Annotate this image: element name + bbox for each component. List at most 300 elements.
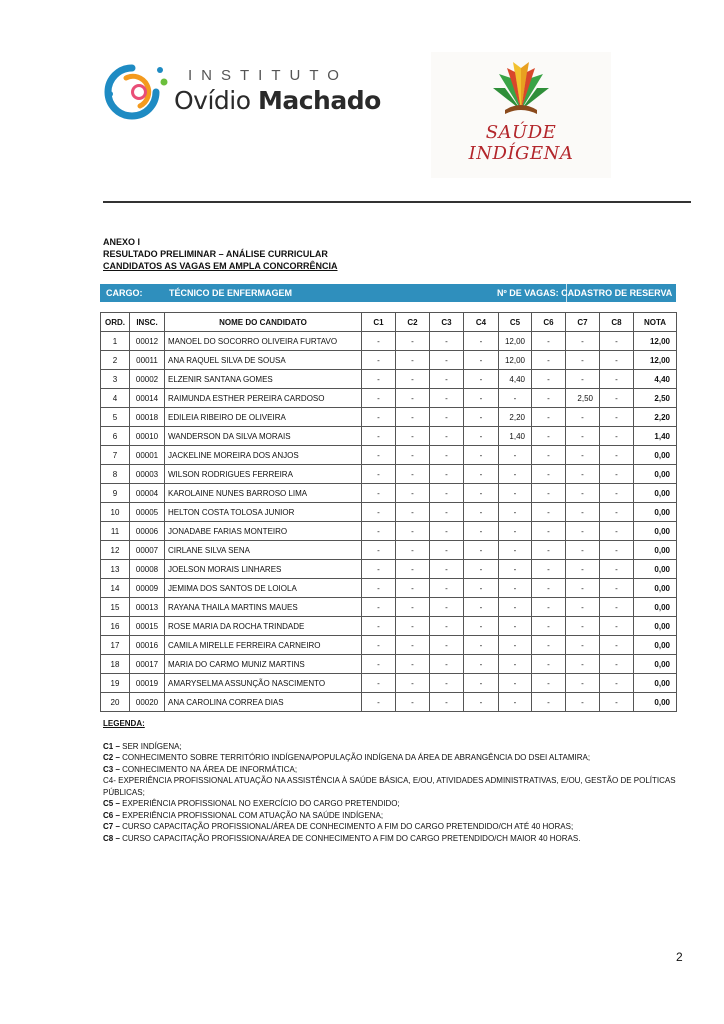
table-cell: - [566, 484, 600, 503]
table-cell: 4,40 [499, 370, 532, 389]
table-cell: - [430, 408, 464, 427]
table-cell: 20 [101, 693, 130, 712]
table-cell: - [532, 541, 566, 560]
table-cell: 00008 [130, 560, 165, 579]
table-cell: - [532, 408, 566, 427]
table-cell: - [362, 541, 396, 560]
candidate-name-cell: ROSE MARIA DA ROCHA TRINDADE [165, 617, 362, 636]
table-cell: 00013 [130, 598, 165, 617]
table-cell: - [464, 636, 499, 655]
table-row [101, 693, 677, 712]
table-cell: - [499, 522, 532, 541]
table-row [101, 484, 677, 503]
table-row [101, 617, 677, 636]
table-cell: 10 [101, 503, 130, 522]
candidate-name-cell: WILSON RODRIGUES FERREIRA [165, 465, 362, 484]
table-cell: - [600, 522, 634, 541]
table-cell: - [464, 446, 499, 465]
table-cell: 19 [101, 674, 130, 693]
table-cell: - [430, 351, 464, 370]
table-cell: - [362, 408, 396, 427]
legend-item [103, 764, 693, 776]
column-header: ORD. [101, 313, 130, 332]
legend-text: CONHECIMENTO NA ÁREA DE INFORMÁTICA; [119, 764, 298, 774]
table-cell: - [430, 503, 464, 522]
candidate-name-cell: CIRLANE SILVA SENA [165, 541, 362, 560]
table-cell: - [396, 351, 430, 370]
table-cell: - [430, 598, 464, 617]
instituto-ovidio-machado-logo [104, 60, 381, 124]
table-cell: - [396, 617, 430, 636]
candidate-name-cell: RAYANA THAILA MARTINS MAUES [165, 598, 362, 617]
score-cell: 0,00 [634, 446, 677, 465]
table-row [101, 636, 677, 655]
table-cell: 12 [101, 541, 130, 560]
table-row [101, 655, 677, 674]
table-cell: - [566, 408, 600, 427]
table-cell: - [464, 351, 499, 370]
table-cell: - [600, 389, 634, 408]
legend-items [103, 741, 693, 845]
table-cell: - [532, 522, 566, 541]
table-cell: - [396, 465, 430, 484]
table-cell: - [430, 617, 464, 636]
document-titles [103, 236, 338, 272]
table-cell: 16 [101, 617, 130, 636]
table-cell: - [396, 484, 430, 503]
table-cell: - [430, 674, 464, 693]
candidates-title: CANDIDATOS AS VAGAS EM AMPLA CONCORRÊNCIA [103, 261, 338, 271]
score-cell: 0,00 [634, 636, 677, 655]
legend-code: C1 – [103, 741, 120, 751]
logo-word-machado: Machado [257, 86, 381, 115]
table-cell: - [362, 351, 396, 370]
table-cell: - [566, 617, 600, 636]
legend [103, 718, 693, 844]
table-cell: - [362, 465, 396, 484]
table-cell: - [362, 370, 396, 389]
score-cell: 0,00 [634, 674, 677, 693]
column-header: C5 [499, 313, 532, 332]
table-cell: - [396, 522, 430, 541]
table-cell: 12,00 [499, 332, 532, 351]
table-cell: 13 [101, 560, 130, 579]
table-cell: - [396, 446, 430, 465]
table-cell: - [464, 674, 499, 693]
table-cell: - [600, 427, 634, 446]
candidate-name-cell: ANA CAROLINA CORREA DIAS [165, 693, 362, 712]
score-cell: 0,00 [634, 579, 677, 598]
table-cell: - [532, 465, 566, 484]
table-cell: - [499, 560, 532, 579]
table-cell: - [464, 465, 499, 484]
candidate-name-cell: JONADABE FARIAS MONTEIRO [165, 522, 362, 541]
table-cell: 00014 [130, 389, 165, 408]
logo-word-instituto: INSTITUTO [188, 67, 348, 84]
candidate-name-cell: MANOEL DO SOCORRO OLIVEIRA FURTAVO [165, 332, 362, 351]
table-cell: - [499, 484, 532, 503]
table-cell: - [499, 598, 532, 617]
candidate-name-cell: CAMILA MIRELLE FERREIRA CARNEIRO [165, 636, 362, 655]
table-cell: - [566, 332, 600, 351]
legend-item [103, 810, 693, 822]
table-cell: - [464, 579, 499, 598]
table-cell: - [532, 560, 566, 579]
table-cell: - [600, 484, 634, 503]
table-cell: 00011 [130, 351, 165, 370]
table-cell: - [464, 522, 499, 541]
score-cell: 0,00 [634, 503, 677, 522]
cargo-label: CARGO: [106, 288, 143, 298]
legend-item [103, 752, 693, 764]
table-cell: - [464, 332, 499, 351]
cargo-value: TÉCNICO DE ENFERMAGEM [169, 288, 293, 298]
table-row [101, 579, 677, 598]
table-cell: 00009 [130, 579, 165, 598]
institute-emblem-icon [104, 60, 174, 124]
table-cell: 9 [101, 484, 130, 503]
legend-text: C4- EXPERIÊNCIA PROFISSIONAL ATUAÇÃO NA ASSISTÊNCIA À SAÚDE BÁSICA, E/OU, ATIVIDADES ADMINISTRATIVAS, E/OU, GESTÃO DE POLÍTICAS PÚBLICAS; [103, 776, 676, 797]
table-cell: - [464, 389, 499, 408]
table-row [101, 332, 677, 351]
score-cell: 0,00 [634, 560, 677, 579]
table-cell: - [532, 598, 566, 617]
result-title: RESULTADO PRELIMINAR – ANÁLISE CURRICULAR [103, 249, 328, 259]
table-cell: - [532, 351, 566, 370]
column-header: C4 [464, 313, 499, 332]
table-cell: - [362, 389, 396, 408]
table-cell: - [396, 503, 430, 522]
column-header: C7 [566, 313, 600, 332]
table-cell: - [499, 541, 532, 560]
table-cell: 6 [101, 427, 130, 446]
candidate-name-cell: JACKELINE MOREIRA DOS ANJOS [165, 446, 362, 465]
table-row [101, 541, 677, 560]
table-cell: - [464, 503, 499, 522]
table-cell: 00012 [130, 332, 165, 351]
table-cell: - [396, 427, 430, 446]
table-cell: - [499, 503, 532, 522]
table-cell: - [396, 541, 430, 560]
table-row [101, 465, 677, 484]
page-number: 2 [676, 950, 683, 964]
table-cell: - [600, 598, 634, 617]
table-cell: 14 [101, 579, 130, 598]
legend-item [103, 741, 693, 753]
table-cell: - [566, 674, 600, 693]
candidate-name-cell: AMARYSELMA ASSUNÇÃO NASCIMENTO [165, 674, 362, 693]
legend-code: C3 – [103, 764, 120, 774]
table-cell: - [362, 636, 396, 655]
legend-item [103, 833, 693, 845]
table-cell: - [362, 579, 396, 598]
table-row [101, 598, 677, 617]
table-cell: - [464, 408, 499, 427]
table-cell: - [430, 579, 464, 598]
score-cell: 0,00 [634, 693, 677, 712]
table-cell: - [430, 655, 464, 674]
headdress-icon [483, 58, 559, 118]
table-cell: - [362, 484, 396, 503]
table-cell: - [396, 636, 430, 655]
score-cell: 2,50 [634, 389, 677, 408]
table-cell: - [600, 465, 634, 484]
score-cell: 1,40 [634, 427, 677, 446]
table-cell: 2 [101, 351, 130, 370]
table-cell: - [430, 522, 464, 541]
table-row [101, 503, 677, 522]
table-cell: - [362, 427, 396, 446]
table-cell: - [464, 541, 499, 560]
table-cell: - [464, 484, 499, 503]
table-cell: - [464, 427, 499, 446]
table-cell: - [600, 408, 634, 427]
table-cell: - [499, 389, 532, 408]
score-cell: 0,00 [634, 598, 677, 617]
logo-word-ovidio-machado [174, 86, 381, 115]
table-cell: 17 [101, 636, 130, 655]
table-cell: 00010 [130, 427, 165, 446]
legend-text: SER INDÍGENA; [119, 741, 182, 751]
table-cell: 00002 [130, 370, 165, 389]
table-cell: - [499, 446, 532, 465]
table-cell: - [532, 484, 566, 503]
table-cell: - [396, 332, 430, 351]
column-header: NOTA [634, 313, 677, 332]
table-cell: - [430, 427, 464, 446]
table-cell: - [362, 332, 396, 351]
table-cell: - [600, 655, 634, 674]
table-cell: - [566, 351, 600, 370]
table-cell: - [566, 465, 600, 484]
table-cell: - [600, 370, 634, 389]
legend-item [103, 775, 693, 798]
table-cell: 3 [101, 370, 130, 389]
score-cell: 0,00 [634, 465, 677, 484]
table-cell: - [532, 389, 566, 408]
table-row [101, 446, 677, 465]
table-cell: - [499, 693, 532, 712]
table-cell: 11 [101, 522, 130, 541]
table-cell: - [600, 636, 634, 655]
table-cell: 2,20 [499, 408, 532, 427]
saude-indigena-wordmark: SAÚDE INDÍGENA [468, 122, 574, 164]
table-cell: - [396, 408, 430, 427]
table-cell: - [566, 427, 600, 446]
table-cell: - [362, 560, 396, 579]
table-cell: 12,00 [499, 351, 532, 370]
table-cell: - [499, 674, 532, 693]
legend-item [103, 821, 693, 833]
table-cell: 5 [101, 408, 130, 427]
table-cell: 1 [101, 332, 130, 351]
column-header: C8 [600, 313, 634, 332]
table-cell: - [396, 693, 430, 712]
table-cell: - [566, 522, 600, 541]
legend-text: CURSO CAPACITAÇÃO PROFISSIONAL/ÁREA DE CONHECIMENTO A FIM DO CARGO PRETENDIDO/CH ATÉ 40 HORAS; [119, 822, 574, 831]
table-cell: - [532, 636, 566, 655]
table-cell: 00007 [130, 541, 165, 560]
annex-title: ANEXO I [103, 237, 141, 247]
table-cell: 00018 [130, 408, 165, 427]
table-cell: - [600, 617, 634, 636]
table-cell: - [362, 693, 396, 712]
table-cell: - [600, 693, 634, 712]
legend-code: C6 – [103, 810, 120, 820]
table-cell: - [430, 389, 464, 408]
header-divider [103, 201, 691, 203]
table-cell: 4 [101, 389, 130, 408]
table-cell: 18 [101, 655, 130, 674]
table-cell: - [396, 560, 430, 579]
table-cell: - [499, 465, 532, 484]
table-cell: - [532, 655, 566, 674]
table-cell: - [532, 503, 566, 522]
score-cell: 4,40 [634, 370, 677, 389]
table-cell: - [396, 674, 430, 693]
table-cell: 8 [101, 465, 130, 484]
table-cell: - [532, 674, 566, 693]
table-row [101, 389, 677, 408]
legend-text: EXPERIÊNCIA PROFISSIONAL NO EXERCÍCIO DO CARGO PRETENDIDO; [119, 799, 400, 808]
table-cell: 00005 [130, 503, 165, 522]
table-cell: - [566, 693, 600, 712]
table-cell: - [600, 503, 634, 522]
saude-indigena-logo [431, 52, 611, 178]
table-cell: - [566, 598, 600, 617]
score-cell: 0,00 [634, 617, 677, 636]
table-row [101, 674, 677, 693]
table-cell: - [600, 332, 634, 351]
candidate-name-cell: KAROLAINE NUNES BARROSO LIMA [165, 484, 362, 503]
score-cell: 0,00 [634, 522, 677, 541]
table-cell: 7 [101, 446, 130, 465]
candidate-name-cell: RAIMUNDA ESTHER PEREIRA CARDOSO [165, 389, 362, 408]
table-cell: - [362, 598, 396, 617]
table-cell: - [532, 370, 566, 389]
table-cell: - [464, 617, 499, 636]
table-cell: - [532, 579, 566, 598]
table-cell: - [362, 655, 396, 674]
table-cell: - [464, 693, 499, 712]
table-cell: - [566, 446, 600, 465]
table-cell: - [566, 541, 600, 560]
table-cell: - [362, 674, 396, 693]
table-cell: - [396, 370, 430, 389]
table-cell: 00003 [130, 465, 165, 484]
table-cell: - [430, 446, 464, 465]
table-cell: 00016 [130, 636, 165, 655]
table-cell: - [396, 598, 430, 617]
table-cell: - [532, 446, 566, 465]
table-cell: - [430, 465, 464, 484]
candidate-name-cell: EDILEIA RIBEIRO DE OLIVEIRA [165, 408, 362, 427]
table-cell: - [600, 351, 634, 370]
table-cell: - [430, 636, 464, 655]
candidate-name-cell: JOELSON MORAIS LINHARES [165, 560, 362, 579]
table-cell: 15 [101, 598, 130, 617]
table-row [101, 370, 677, 389]
table-cell: - [362, 446, 396, 465]
table-cell: 2,50 [566, 389, 600, 408]
table-cell: - [566, 503, 600, 522]
column-header: C6 [532, 313, 566, 332]
column-header: C3 [430, 313, 464, 332]
table-cell: - [430, 693, 464, 712]
table-cell: - [464, 655, 499, 674]
table-cell: - [430, 560, 464, 579]
table-cell: - [600, 579, 634, 598]
candidate-name-cell: ANA RAQUEL SILVA DE SOUSA [165, 351, 362, 370]
legend-text: EXPERIÊNCIA PROFISSIONAL COM ATUAÇÃO NA SAÚDE INDÍGENA; [119, 810, 384, 820]
table-cell: - [499, 655, 532, 674]
table-cell: - [396, 579, 430, 598]
logo-word-ovidio: Ovídio [174, 86, 251, 115]
table-cell: - [396, 389, 430, 408]
table-cell: - [532, 693, 566, 712]
table-cell: 00004 [130, 484, 165, 503]
score-cell: 0,00 [634, 484, 677, 503]
table-row [101, 522, 677, 541]
legend-code: C8 – [103, 833, 120, 843]
legend-text: CURSO CAPACITAÇÃO PROFISSIONA/ÁREA DE CONHECIMENTO A FIM DO CARGO PRETENDIDO/CH MAIOR 40 HORAS. [119, 833, 581, 843]
table-cell: 00017 [130, 655, 165, 674]
table-cell: - [430, 332, 464, 351]
table-cell: - [430, 484, 464, 503]
table-cell: - [464, 598, 499, 617]
table-cell: - [532, 332, 566, 351]
table-cell: - [499, 579, 532, 598]
candidate-name-cell: HELTON COSTA TOLOSA JUNIOR [165, 503, 362, 522]
candidate-name-cell: MARIA DO CARMO MUNIZ MARTINS [165, 655, 362, 674]
column-header: C1 [362, 313, 396, 332]
legend-code: C5 – [103, 799, 120, 808]
table-cell: - [566, 370, 600, 389]
table-cell: - [362, 522, 396, 541]
score-cell: 12,00 [634, 351, 677, 370]
table-cell: - [566, 636, 600, 655]
table-cell: 00015 [130, 617, 165, 636]
table-cell: 1,40 [499, 427, 532, 446]
table-row [101, 408, 677, 427]
column-header: C2 [396, 313, 430, 332]
score-cell: 12,00 [634, 332, 677, 351]
table-cell: - [362, 617, 396, 636]
table-row [101, 427, 677, 446]
column-header: INSC. [130, 313, 165, 332]
legend-code: C7 – [103, 822, 120, 831]
candidate-name-cell: JEMIMA DOS SANTOS DE LOIOLA [165, 579, 362, 598]
table-cell: - [566, 560, 600, 579]
table-cell: - [499, 617, 532, 636]
results-table [100, 312, 677, 712]
legend-title: LEGENDA: [103, 719, 145, 728]
cargo-bar [100, 284, 676, 302]
score-cell: 2,20 [634, 408, 677, 427]
table-cell: 00001 [130, 446, 165, 465]
candidate-name-cell: ELZENIR SANTANA GOMES [165, 370, 362, 389]
table-cell: - [464, 560, 499, 579]
legend-code: C2 – [103, 753, 120, 762]
table-cell: 00019 [130, 674, 165, 693]
legend-text: CONHECIMENTO SOBRE TERRITÓRIO INDÍGENA/POPULAÇÃO INDÍGENA DA ÁREA DE ABRANGÊNCIA DO DSEI ALTAMIRA; [119, 753, 591, 762]
table-cell: - [566, 655, 600, 674]
table-cell: - [566, 579, 600, 598]
table-cell: - [600, 560, 634, 579]
table-cell: - [532, 617, 566, 636]
table-cell: - [396, 655, 430, 674]
table-cell: - [464, 370, 499, 389]
